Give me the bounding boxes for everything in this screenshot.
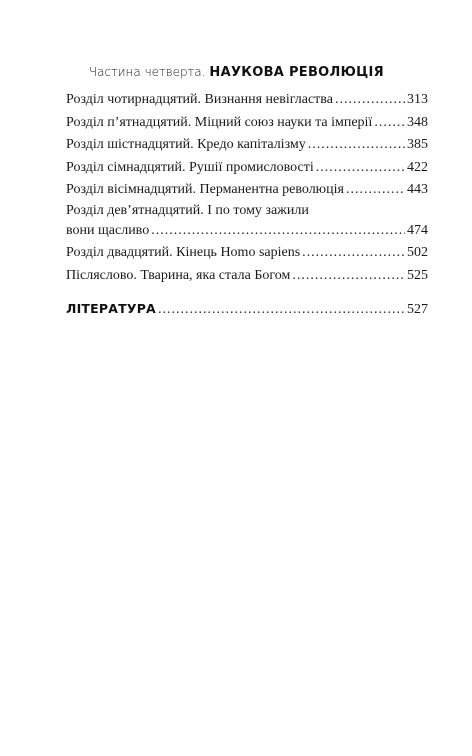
toc-leader-dots [302,242,405,265]
toc-entry-title: Розділ п’ятнадцятий. Міцний союз науки та імперії [66,114,373,130]
part-heading [66,63,384,82]
toc-entry-title: Розділ шістнадцятий. Кредо капіталізму [66,137,306,152]
toc-entry-chapter-14[interactable] [66,89,428,112]
toc-entry-title: вони щасливо [66,222,150,238]
toc-entry-page: 348 [407,114,428,130]
toc-entry-page: 502 [407,245,428,260]
part-label: Частина четверта. [88,65,206,79]
toc-entry-page: 422 [407,159,428,175]
toc-entry-chapter-20[interactable] [66,242,428,265]
toc-entry-page: 443 [407,182,428,197]
part-title: НАУКОВА РЕВОЛЮЦІЯ [209,65,384,80]
toc-entry-title: Розділ двадцятий. Кінець Homo sapiens [66,245,301,260]
toc-entry-title: Післяслово. Тварина, яка стала Богом [66,267,291,283]
toc-leader-dots [346,179,405,202]
toc-entry-chapter-18[interactable] [66,179,428,202]
toc-entry-chapter-19-line2[interactable] [66,220,428,243]
toc-entry-title: Розділ чотирнадцятий. Визнання невігластва [66,92,333,107]
toc-entry-title: Розділ вісімнадцятий. Перманентна революція [66,182,344,197]
toc-entry-chapter-16[interactable] [66,134,428,157]
toc-leader-dots [292,265,405,288]
toc-entry-page: 525 [407,267,428,283]
toc-entry-literature[interactable] [66,298,428,320]
toc-leader-dots [308,134,405,157]
toc-leader-dots [316,157,405,180]
toc-entry-page: 474 [407,222,428,238]
literature-title: ЛІТЕРАТУРА [66,301,156,316]
toc-leader-dots [158,299,405,321]
table-of-contents [66,89,428,287]
literature-page: 527 [407,302,428,317]
toc-entry-title: Розділ сімнадцятий. Рушії промисловості [66,159,314,175]
toc-entry-title: Розділ дев’ятнадцятий. І по тому зажили [66,202,309,218]
toc-entry-chapter-15[interactable] [66,112,428,135]
toc-entry-page: 313 [407,92,428,107]
toc-entry-page: 385 [407,137,428,152]
toc-entry-chapter-19-line1[interactable] [66,202,428,220]
toc-leader-dots [335,89,405,112]
toc-leader-dots [151,220,405,243]
toc-entry-chapter-17[interactable] [66,157,428,180]
toc-entry-afterword[interactable] [66,265,428,288]
toc-leader-dots [374,112,405,135]
